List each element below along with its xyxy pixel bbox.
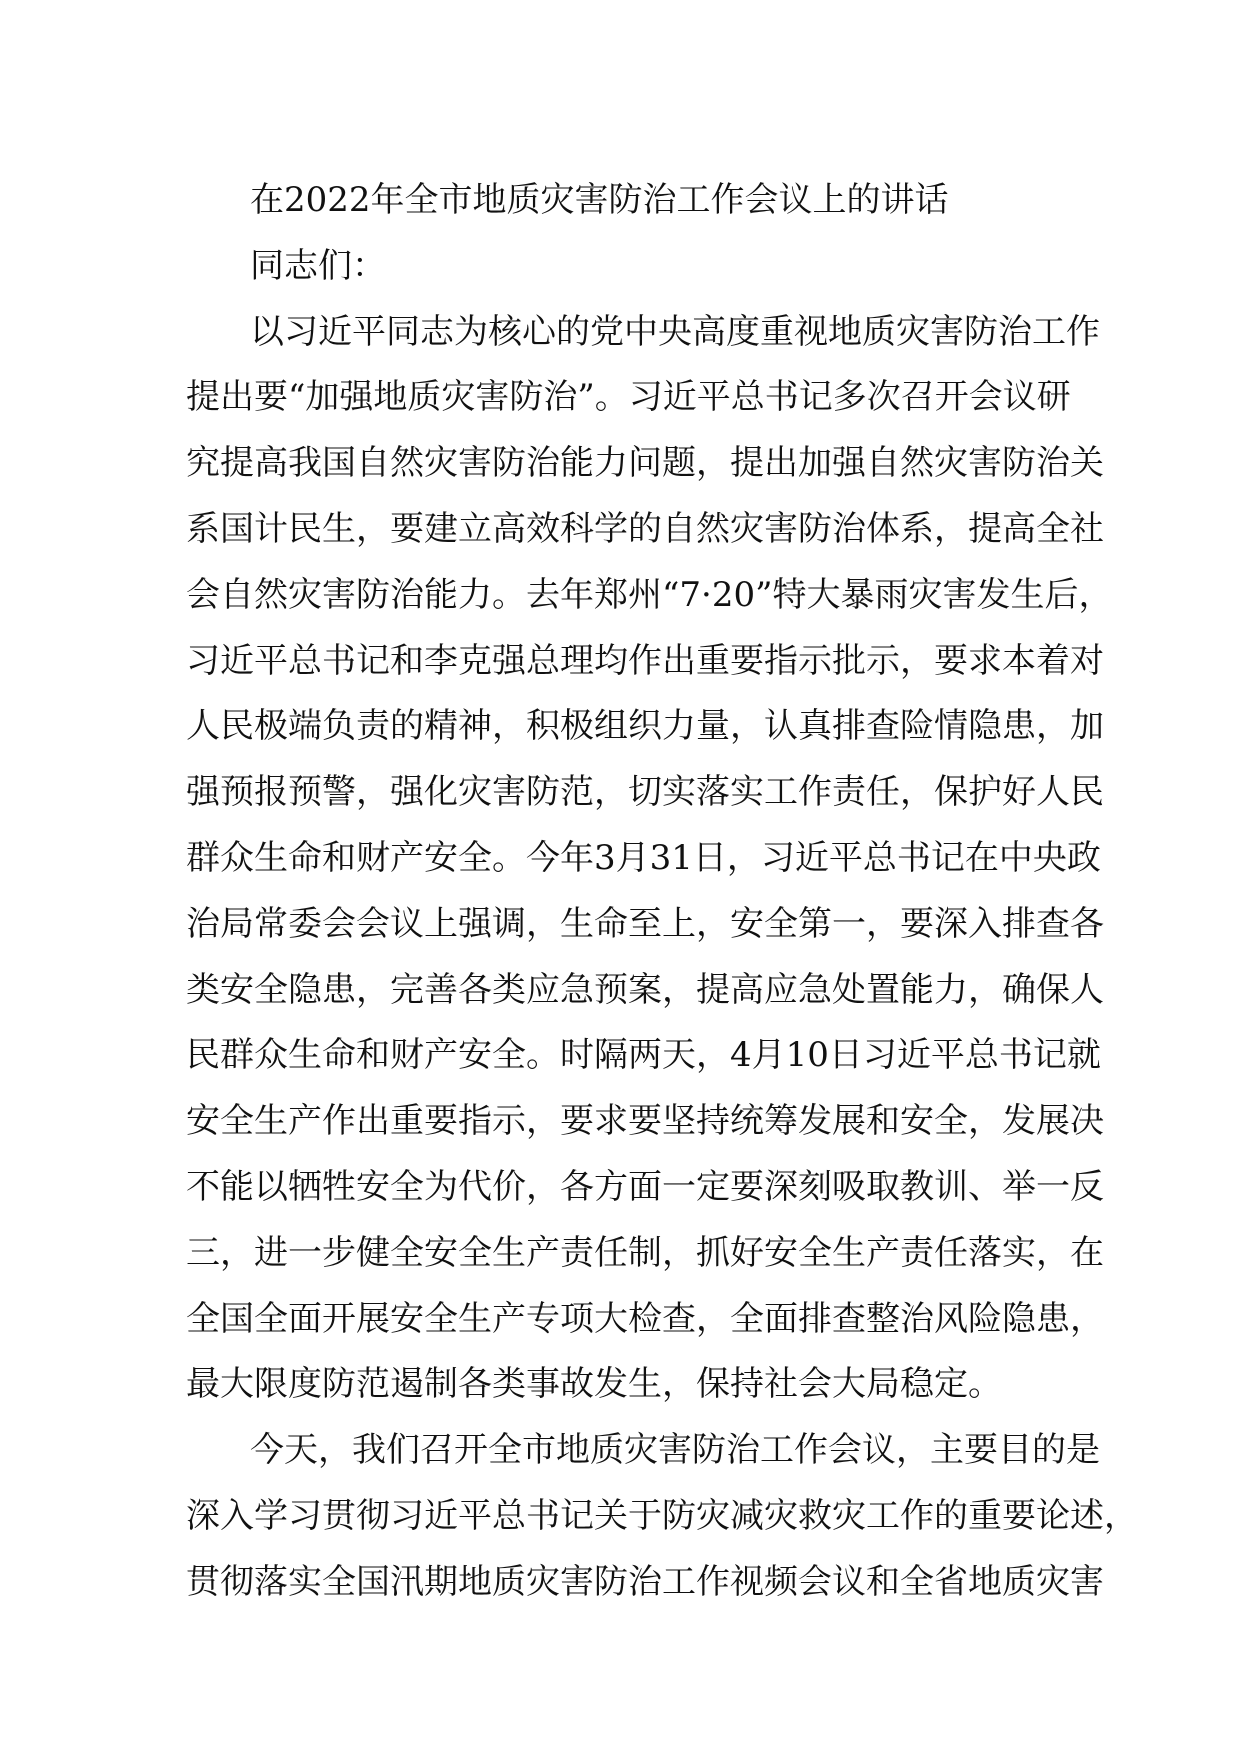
document-title: 在2022年全市地质灾害防治工作会议上的讲话 bbox=[250, 180, 949, 220]
paragraph-line: 最大限度防范遏制各类事故发生，保持社会大局稳定。 bbox=[186, 1364, 1002, 1405]
paragraph-line: 不能以牺牲安全为代价，各方面一定要深刻吸取教训、举一反 bbox=[186, 1166, 1104, 1207]
paragraph-1 bbox=[186, 300, 1113, 1419]
paragraph-line: 贯彻落实全国汛期地质灾害防治工作视频会议和全省地质灾害 bbox=[186, 1561, 1104, 1602]
document-body bbox=[186, 168, 1138, 1616]
paragraph-line: 全国全面开展安全生产专项大检查，全面排查整治风险隐患， bbox=[186, 1298, 1104, 1339]
paragraph-line: 类安全隐患，完善各类应急预案，提高应急处置能力，确保人 bbox=[186, 969, 1104, 1010]
paragraph-line: 系国计民生，要建立高效科学的自然灾害防治体系，提高全社 bbox=[186, 508, 1104, 549]
paragraph-line: 安全生产作出重要指示，要求要坚持统筹发展和安全，发展决 bbox=[186, 1101, 1104, 1142]
paragraph-line: 人民极端负责的精神，积极组织力量，认真排查险情隐患，加 bbox=[186, 706, 1104, 747]
paragraph-line: 深入学习贯彻习近平总书记关于防灾减灾救灾工作的重要论述， bbox=[186, 1495, 1138, 1536]
paragraph-line: 究提高我国自然灾害防治能力问题，提出加强自然灾害防治关 bbox=[186, 443, 1104, 484]
paragraph-line: 强预报预警，强化灾害防范，切实落实工作责任，保护好人民 bbox=[186, 772, 1104, 813]
paragraph-line: 三，进一步健全安全生产责任制，抓好安全生产责任落实，在 bbox=[186, 1232, 1104, 1273]
paragraph-2 bbox=[186, 1418, 1138, 1615]
salutation: 同志们： bbox=[250, 245, 386, 286]
paragraph-line: 群众生命和财产安全。今年3月31日，习近平总书记在中央政 bbox=[186, 837, 1101, 878]
paragraph-line: 今天，我们召开全市地质灾害防治工作会议，主要目的是 bbox=[250, 1430, 1100, 1471]
paragraph-line: 提出要“加强地质灾害防治”。习近平总书记多次召开会议研 bbox=[186, 377, 1071, 418]
paragraph-line: 民群众生命和财产安全。时隔两天，4月10日习近平总书记就 bbox=[186, 1035, 1101, 1076]
paragraph-line: 以习近平同志为核心的党中央高度重视地质灾害防治工作 bbox=[250, 311, 1100, 352]
paragraph-line: 习近平总书记和李克强总理均作出重要指示批示，要求本着对 bbox=[186, 640, 1104, 681]
paragraph-line: 治局常委会会议上强调，生命至上，安全第一，要深入排查各 bbox=[186, 903, 1104, 944]
paragraph-line: 会自然灾害防治能力。去年郑州“7·20”特大暴雨灾害发生后， bbox=[186, 574, 1113, 615]
